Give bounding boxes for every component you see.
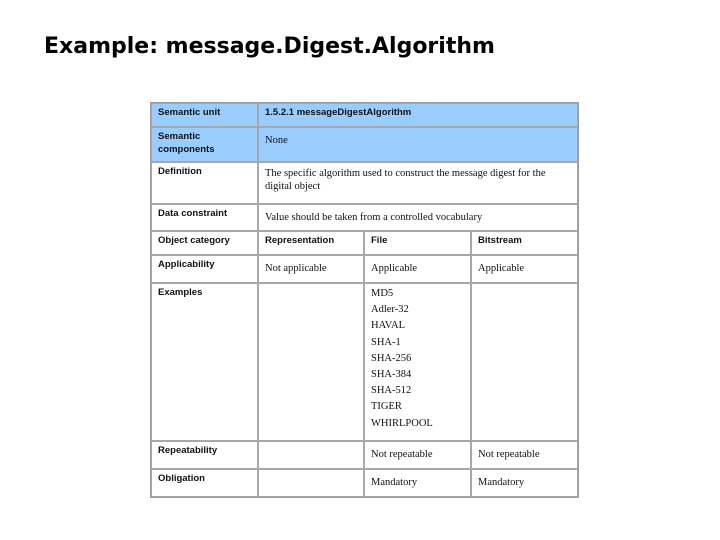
object-category-file: File (364, 231, 471, 255)
semantic-unit-label: Semantic unit (151, 103, 258, 127)
repeatability-file: Not repeatable (364, 441, 471, 469)
object-category-bitstream: Bitstream (471, 231, 578, 255)
row-obligation (151, 469, 578, 497)
row-examples (151, 283, 578, 441)
definition-value: The specific algorithm used to construct the message digest for the digital object (258, 162, 578, 204)
example-item: SHA-256 (371, 352, 412, 364)
examples-file (364, 283, 471, 441)
row-semantic-unit (151, 103, 578, 127)
obligation-representation (258, 469, 364, 497)
example-item: SHA-1 (371, 336, 401, 348)
data-constraint-label: Data constraint (151, 204, 258, 231)
row-semantic-components (151, 127, 578, 162)
row-object-category (151, 231, 578, 255)
examples-bitstream (471, 283, 578, 441)
object-category-representation: Representation (258, 231, 364, 255)
semantic-components-label: Semantic components (151, 127, 258, 162)
semantic-unit-value: 1.5.2.1 messageDigestAlgorithm (258, 103, 578, 127)
row-data-constraint (151, 204, 578, 231)
row-definition (151, 162, 578, 204)
applicability-file: Applicable (364, 255, 471, 283)
example-item: TIGER (371, 401, 402, 413)
obligation-bitstream: Mandatory (471, 469, 578, 497)
obligation-file: Mandatory (364, 469, 471, 497)
examples-label: Examples (151, 283, 258, 441)
examples-representation (258, 283, 364, 441)
example-item: Adler-32 (371, 304, 409, 316)
repeatability-representation (258, 441, 364, 469)
applicability-label: Applicability (151, 255, 258, 283)
row-repeatability (151, 441, 578, 469)
applicability-representation: Not applicable (258, 255, 364, 283)
obligation-label: Obligation (151, 469, 258, 497)
example-item: HAVAL (371, 320, 406, 332)
object-category-label: Object category (151, 231, 258, 255)
example-item: SHA-512 (371, 385, 412, 397)
slide-title: Example: message.Digest.Algorithm (44, 34, 495, 59)
example-item: SHA-384 (371, 369, 412, 381)
repeatability-bitstream: Not repeatable (471, 441, 578, 469)
semantic-unit-table (150, 102, 579, 498)
example-item: MD5 (371, 288, 394, 299)
row-applicability (151, 255, 578, 283)
data-constraint-value: Value should be taken from a controlled vocabulary (258, 204, 578, 231)
semantic-components-value: None (258, 127, 578, 162)
repeatability-label: Repeatability (151, 441, 258, 469)
applicability-bitstream: Applicable (471, 255, 578, 283)
definition-label: Definition (151, 162, 258, 204)
example-item: WHIRLPOOL (371, 417, 433, 429)
